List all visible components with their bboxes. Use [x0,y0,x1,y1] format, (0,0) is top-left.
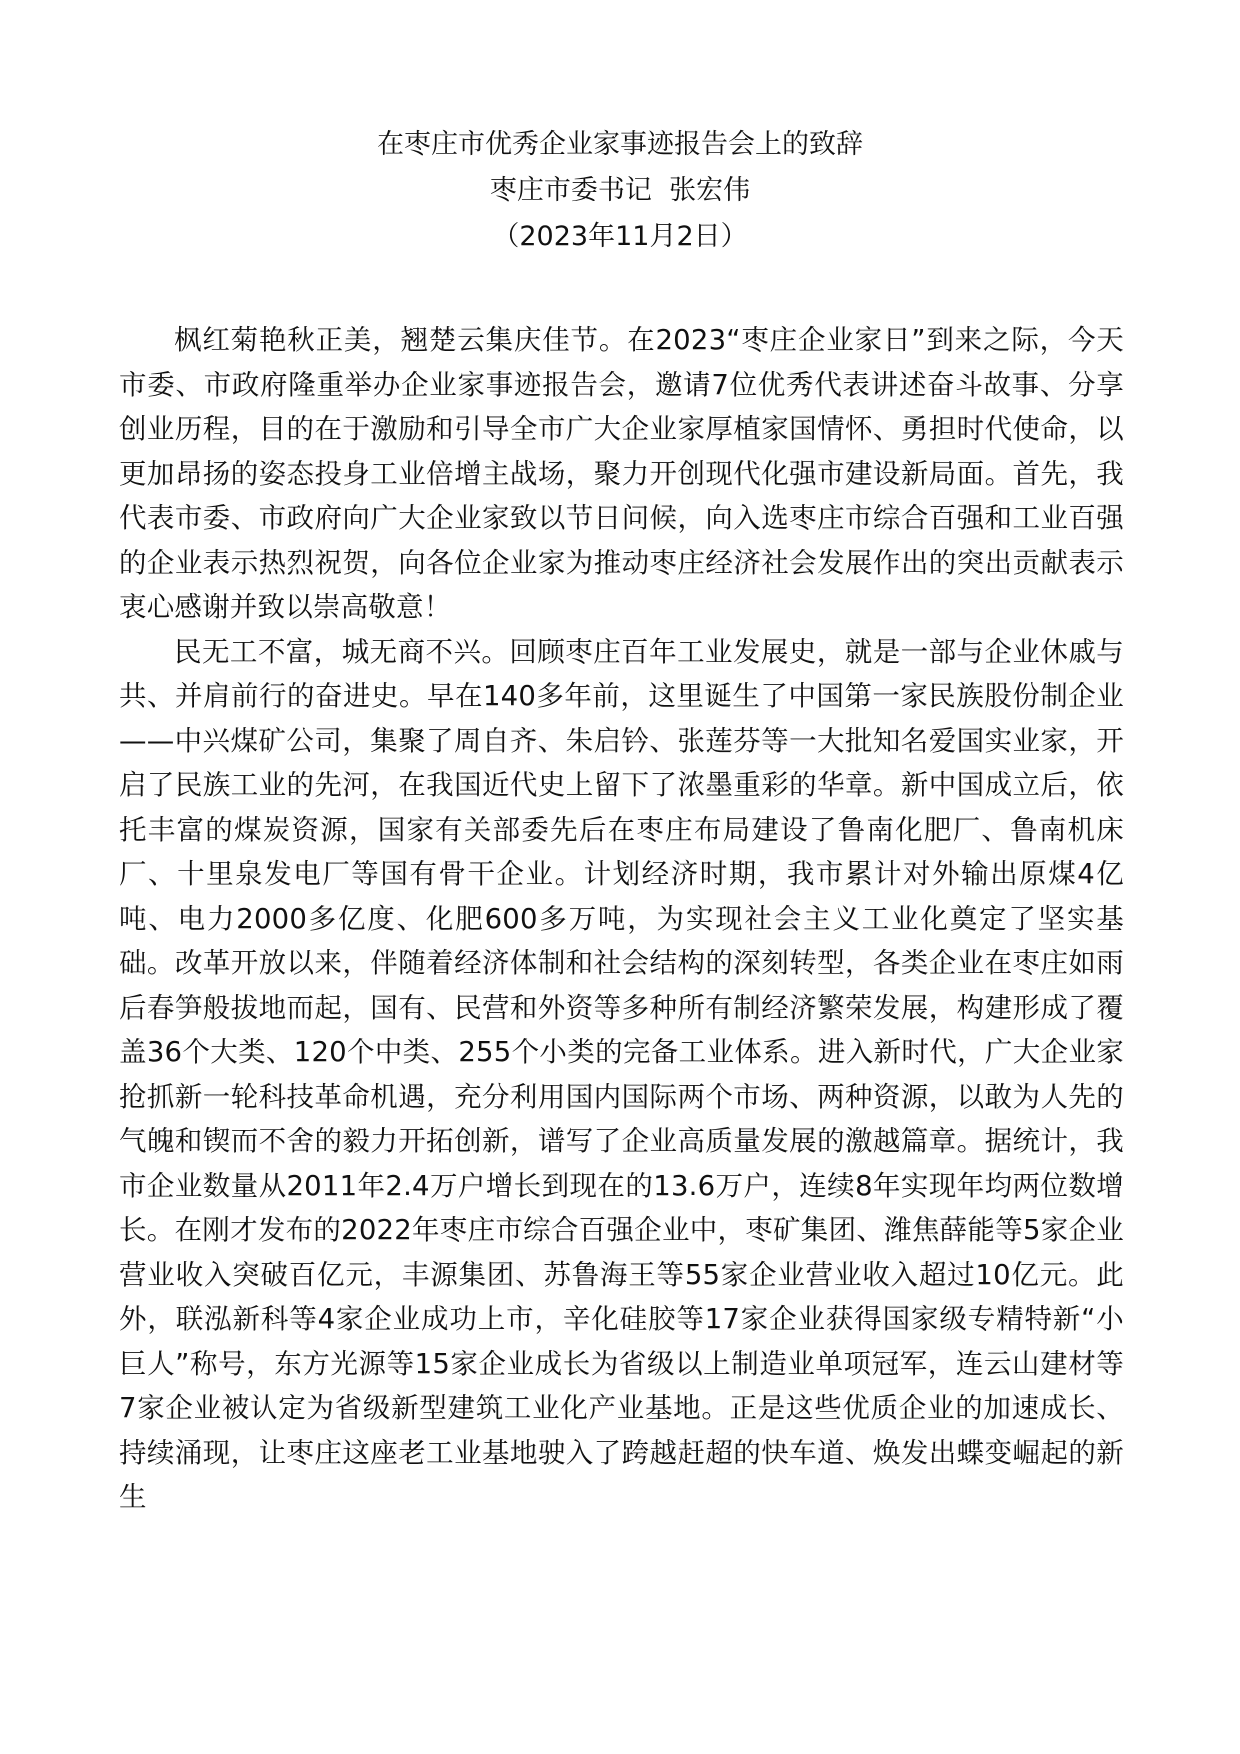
paragraph: 枫红菊艳秋正美，翘楚云集庆佳节。在2023“枣庄企业家日”到来之际，今天市委、市政府隆重举办企业家事迹报告会，邀请7位优秀代表讲述奋斗故事、分享创业历程，目的在于激励和引导全市广大企业家厚植家国情怀、勇担时代使命，以更加昂扬的姿态投身工业倍增主战场，聚力开创现代化强市建设新局面。首先，我代表市委、市政府向广大企业家致以节日问候，向入选枣庄市综合百强和工业百强的企业表示热烈祝贺，向各位企业家为推动枣庄经济社会发展作出的突出贡献表示衷心感谢并致以崇高敬意！ [119,324,1124,623]
document-header [0,122,1240,260]
paragraph: 民无工不富，城无商不兴。回顾枣庄百年工业发展史，就是一部与企业休戚与共、并肩前行的奋进史。早在140多年前，这里诞生了中国第一家民族股份制企业——中兴煤矿公司，集聚了周自齐、朱启钤、张莲芬等一大批知名爱国实业家，开启了民族工业的先河，在我国近代史上留下了浓墨重彩的华章。新中国成立后，依托丰富的煤炭资源，国家有关部委先后在枣庄布局建设了鲁南化肥厂、鲁南机床厂、十里泉发电厂等国有骨干企业。计划经济时期，我市累计对外输出原煤4亿吨、电力2000多亿度、化肥600多万吨，为实现社会主义工业化奠定了坚实基础。改革开放以来，伴随着经济体制和社会结构的深刻转型，各类企业在枣庄如雨后春笋般拔地而起，国有、民营和外资等多种所有制经济繁荣发展，构建形成了覆盖36个大类、120个中类、255个小类的完备工业体系。进入新时代，广大企业家抢抓新一轮科技革命机遇，充分利用国内国际两个市场、两种资源，以敢为人先的气魄和锲而不舍的毅力开拓创新，谱写了企业高质量发展的激越篇章。据统计，我市企业数量从2011年2.4万户增长到现在的13.6万户，连续8年实现年均两位数增长。在刚才发布的2022年枣庄市综合百强企业中，枣矿集团、潍焦薛能等5家企业营业收入突破百亿元，丰源集团、苏鲁海王等55家企业营业收入超过10亿元。此外，联泓新科等4家企业成功上市，辛化硅胶等17家企业获得国家级专精特新“小巨人”称号，东方光源等15家企业成长为省级以上制造业单项冠军，连云山建材等7家企业被认定为省级新型建筑工业化产业基地。正是这些优质企业的加速成长、持续涌现，让枣庄这座老工业基地驶入了跨越赶超的快车道、焕发出蝶变崛起的新生 [119,635,1124,1513]
document-title: 在枣庄市优秀企业家事迹报告会上的致辞 [377,129,863,160]
document-body [119,318,1124,1520]
document-author: 枣庄市委书记 张宏伟 [489,175,751,206]
document-date: （2023年11月2日） [492,221,748,252]
